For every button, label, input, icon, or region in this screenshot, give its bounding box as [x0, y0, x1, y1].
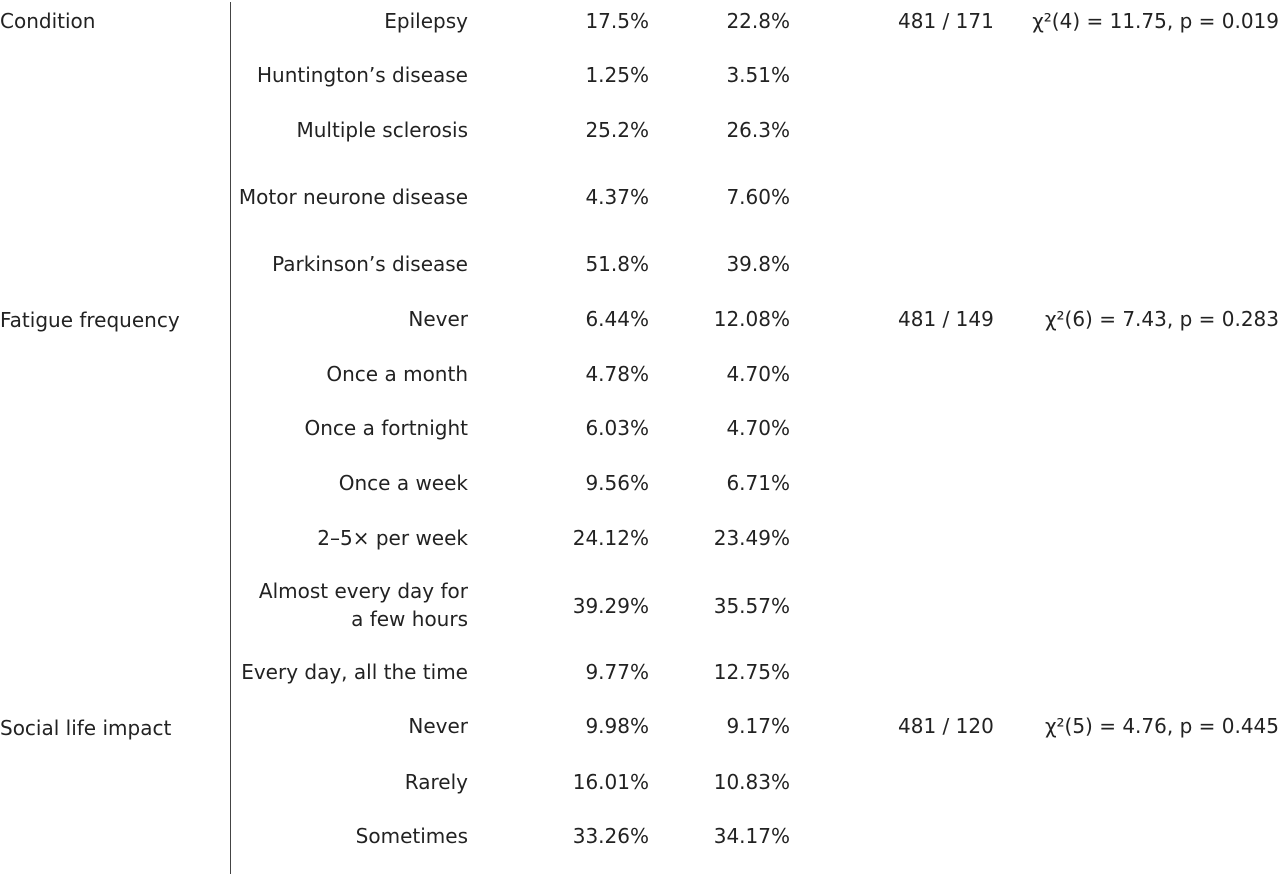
percentage-1: 9.77% [585, 660, 649, 684]
sample-size: 481 / 120 [898, 714, 994, 738]
chi-square-result: χ²(6) = 7.43, p = 0.283 [1044, 307, 1279, 331]
percentage-1: 39.29% [572, 594, 649, 618]
percentage-2: 35.57% [713, 594, 790, 618]
percentage-1: 16.01% [572, 770, 649, 794]
row-label: Epilepsy [384, 9, 468, 33]
row-label: Huntington’s disease [256, 63, 468, 87]
group-label-fatigue-frequency: Fatigue frequency [0, 308, 180, 332]
percentage-1: 24.12% [572, 526, 649, 550]
chi-square-result: χ²(5) = 4.76, p = 0.445 [1044, 714, 1279, 738]
sample-size: 481 / 171 [898, 9, 994, 33]
percentage-2: 39.8% [726, 252, 790, 276]
column-divider [230, 2, 231, 874]
sample-size: 481 / 149 [898, 307, 994, 331]
percentage-1: 6.44% [585, 307, 649, 331]
row-label: Never [408, 714, 468, 738]
row-label: Once a fortnight [304, 416, 468, 440]
row-label: Sometimes [355, 824, 468, 848]
percentage-2: 10.83% [713, 770, 790, 794]
percentage-2: 7.60% [726, 185, 790, 209]
percentage-2: 12.08% [713, 307, 790, 331]
percentage-2: 4.70% [726, 416, 790, 440]
percentage-1: 6.03% [585, 416, 649, 440]
group-label-social-life-impact: Social life impact [0, 716, 172, 740]
group-label-condition: Condition [0, 9, 96, 33]
percentage-2: 26.3% [726, 118, 790, 142]
row-label: Motor neurone disease [238, 185, 468, 209]
row-label: Multiple sclerosis [296, 118, 468, 142]
percentage-1: 4.78% [585, 362, 649, 386]
percentage-1: 33.26% [572, 824, 649, 848]
percentage-2: 4.70% [726, 362, 790, 386]
row-label: Almost every day for a few hours [258, 579, 468, 631]
row-label: Never [408, 307, 468, 331]
percentage-1: 9.98% [585, 714, 649, 738]
row-label: Every day, all the time [241, 660, 468, 684]
percentage-2: 23.49% [713, 526, 790, 550]
percentage-2: 6.71% [726, 471, 790, 495]
percentage-1: 51.8% [585, 252, 649, 276]
percentage-1: 9.56% [585, 471, 649, 495]
percentage-2: 22.8% [726, 9, 790, 33]
row-label: Once a month [326, 362, 468, 386]
percentage-2: 12.75% [713, 660, 790, 684]
percentage-1: 4.37% [585, 185, 649, 209]
percentage-1: 17.5% [585, 9, 649, 33]
chi-square-result: χ²(4) = 11.75, p = 0.019 [1032, 9, 1279, 33]
row-label: 2–5× per week [317, 526, 468, 550]
percentage-1: 1.25% [585, 63, 649, 87]
row-label: Once a week [338, 471, 468, 495]
row-label: Rarely [404, 770, 468, 794]
row-label: Parkinson’s disease [272, 252, 468, 276]
percentage-1: 25.2% [585, 118, 649, 142]
percentage-2: 3.51% [726, 63, 790, 87]
percentage-2: 9.17% [726, 714, 790, 738]
percentage-2: 34.17% [713, 824, 790, 848]
